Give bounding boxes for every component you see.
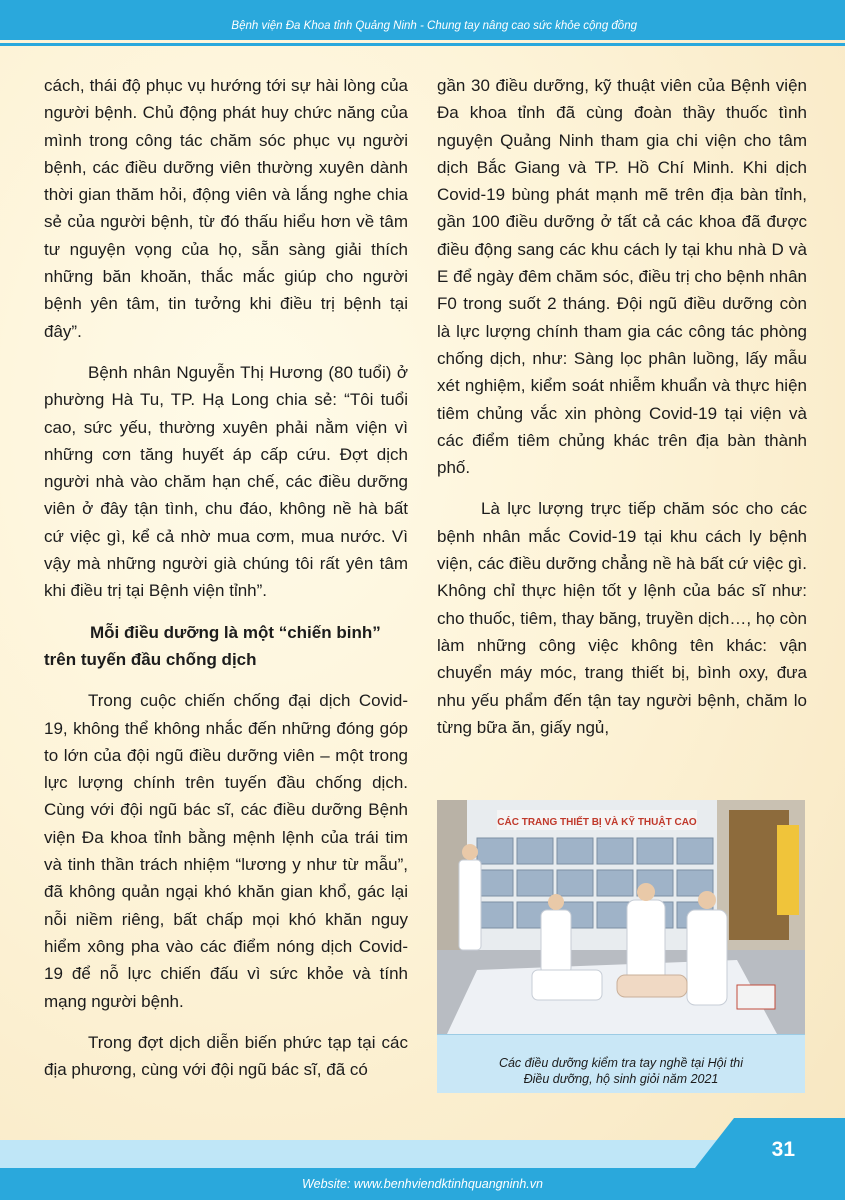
nursing-competition-photo (437, 800, 805, 1034)
page-number-tab (695, 1118, 845, 1168)
photo-caption (437, 1055, 805, 1087)
section-heading (44, 619, 408, 674)
photo-caption-box (437, 1034, 805, 1093)
section-heading-line: trên tuyến đầu chống dịch (44, 649, 257, 669)
header-divider (0, 43, 845, 46)
photo-caption-line: Các điều dưỡng kiểm tra tay nghề tại Hội thi (498, 1056, 744, 1070)
page-number: 31 (771, 1138, 795, 1161)
paragraph: Là lực lượng trực tiếp chăm sóc cho các bệnh nhân mắc Covid-19 tại khu cách ly bệnh viện, các điều dưỡng chẳng nề hà bất cứ việc gì. Không chỉ thực hiện tốt y lệnh của bác sĩ như: cho thuốc, tiêm, thay băng, truyền dịch…, họ còn làm những công việc không tên khác: vận chuyển máy móc, trang thiết bị, bình oxy, đưa nhu yếu phẩm đến tận tay người bệnh, chăm lo từng bữa ăn, giấy ngủ, (437, 499, 807, 737)
photo-banner-text: CÁC TRANG THIẾT BỊ VÀ KỸ THUẬT CAO (497, 817, 697, 828)
photo-caption-line: Điều dưỡng, hộ sinh giỏi năm 2021 (523, 1072, 719, 1086)
article-photo (437, 800, 805, 1034)
section-heading-line: Mỗi điều dưỡng là một “chiến binh” (90, 622, 381, 642)
paragraph: cách, thái độ phục vụ hướng tới sự hài lòng của người bệnh. Chủ động phát huy chức năng của mình trong công tác chăm sóc phục vụ người bệnh, các điều dưỡng viên thường xuyên dành thời gian thăm hỏi, động viên và lắng nghe chia sẻ của người bệnh, từ đó thấu hiểu hơn về tâm tư nguyện vọng của họ, sẵn sàng giải thích những băn khoăn, thắc mắc giúp cho người bệnh yên tâm, tin tưởng khi điều trị bệnh tại đây”. (44, 76, 408, 341)
paragraph: Trong đợt dịch diễn biến phức tạp tại các địa phương, cùng với đội ngũ bác sĩ, đã có (44, 1032, 408, 1080)
paragraph: gần 30 điều dưỡng, kỹ thuật viên của Bệnh viện Đa khoa tỉnh đã cùng đoàn thầy thuốc tình nguyện Quảng Ninh tham gia chi viện cho tâm dịch Bắc Giang và TP. Hồ Chí Minh. Khi dịch Covid-19 bùng phát mạnh mẽ trên địa bàn tỉnh, gần 100 điều dưỡng ở tất cả các khoa đã được điều động sang các khu cách ly tại khu nhà D và E để ngày đêm chăm sóc, điều trị cho bệnh nhân F0 trong suốt 2 tháng. Đội ngũ điều dưỡng còn là lực lượng chính tham gia các công tác phòng chống dịch, như: Sàng lọc phân luồng, lấy mẫu xét nghiệm, kiểm soát nhiễm khuẩn và thực hiện tiêm chủng vắc xin phòng Covid-19 tại viện và các điểm tiêm chủng khác trên địa bàn thành phố. (437, 76, 807, 478)
running-header: Bệnh viện Đa Khoa tỉnh Quảng Ninh - Chung tay nâng cao sức khỏe cộng đồng (231, 20, 637, 32)
right-column (437, 72, 807, 755)
footer-website: Website: www.benhviendktinhquangninh.vn (302, 1177, 543, 1191)
left-column (44, 72, 408, 1097)
paragraph: Bệnh nhân Nguyễn Thị Hương (80 tuổi) ở phường Hà Tu, TP. Hạ Long chia sẻ: “Tôi tuổi cao, sức yếu, thường xuyên phải nằm viện vì những cơn tăng huyết áp cấp cứu. Đợt dịch người nhà vào chăm hạn chế, các điều dưỡng viên ở đây tận tình, chu đáo, không nề hà bất cứ việc gì, kể cả nhờ mua cơm, mua nước. Vì vậy mà những người già chúng tôi rất yên tâm khi điều trị tại Bệnh viện tỉnh”. (44, 362, 408, 601)
paragraph: Trong cuộc chiến chống đại dịch Covid-19, không thể không nhắc đến những đóng góp to lớn của đội ngũ điều dưỡng viên – một trong lực lượng chính trên tuyến đầu chống dịch. Cùng với đội ngũ bác sĩ, các điều dưỡng Bệnh viện Đa khoa tỉnh bằng mệnh lệnh của trái tim và tinh thần trách nhiệm “lương y như từ mẫu”, đã không quản ngại khó khăn gian khổ, gác lại nỗi niềm riêng, bất chấp mọi khó khăn nguy hiểm xông pha vào các điểm nóng dịch Covid-19 để nỗ lực chiến đấu vì sức khỏe và tính mạng người bệnh. (44, 691, 408, 1011)
